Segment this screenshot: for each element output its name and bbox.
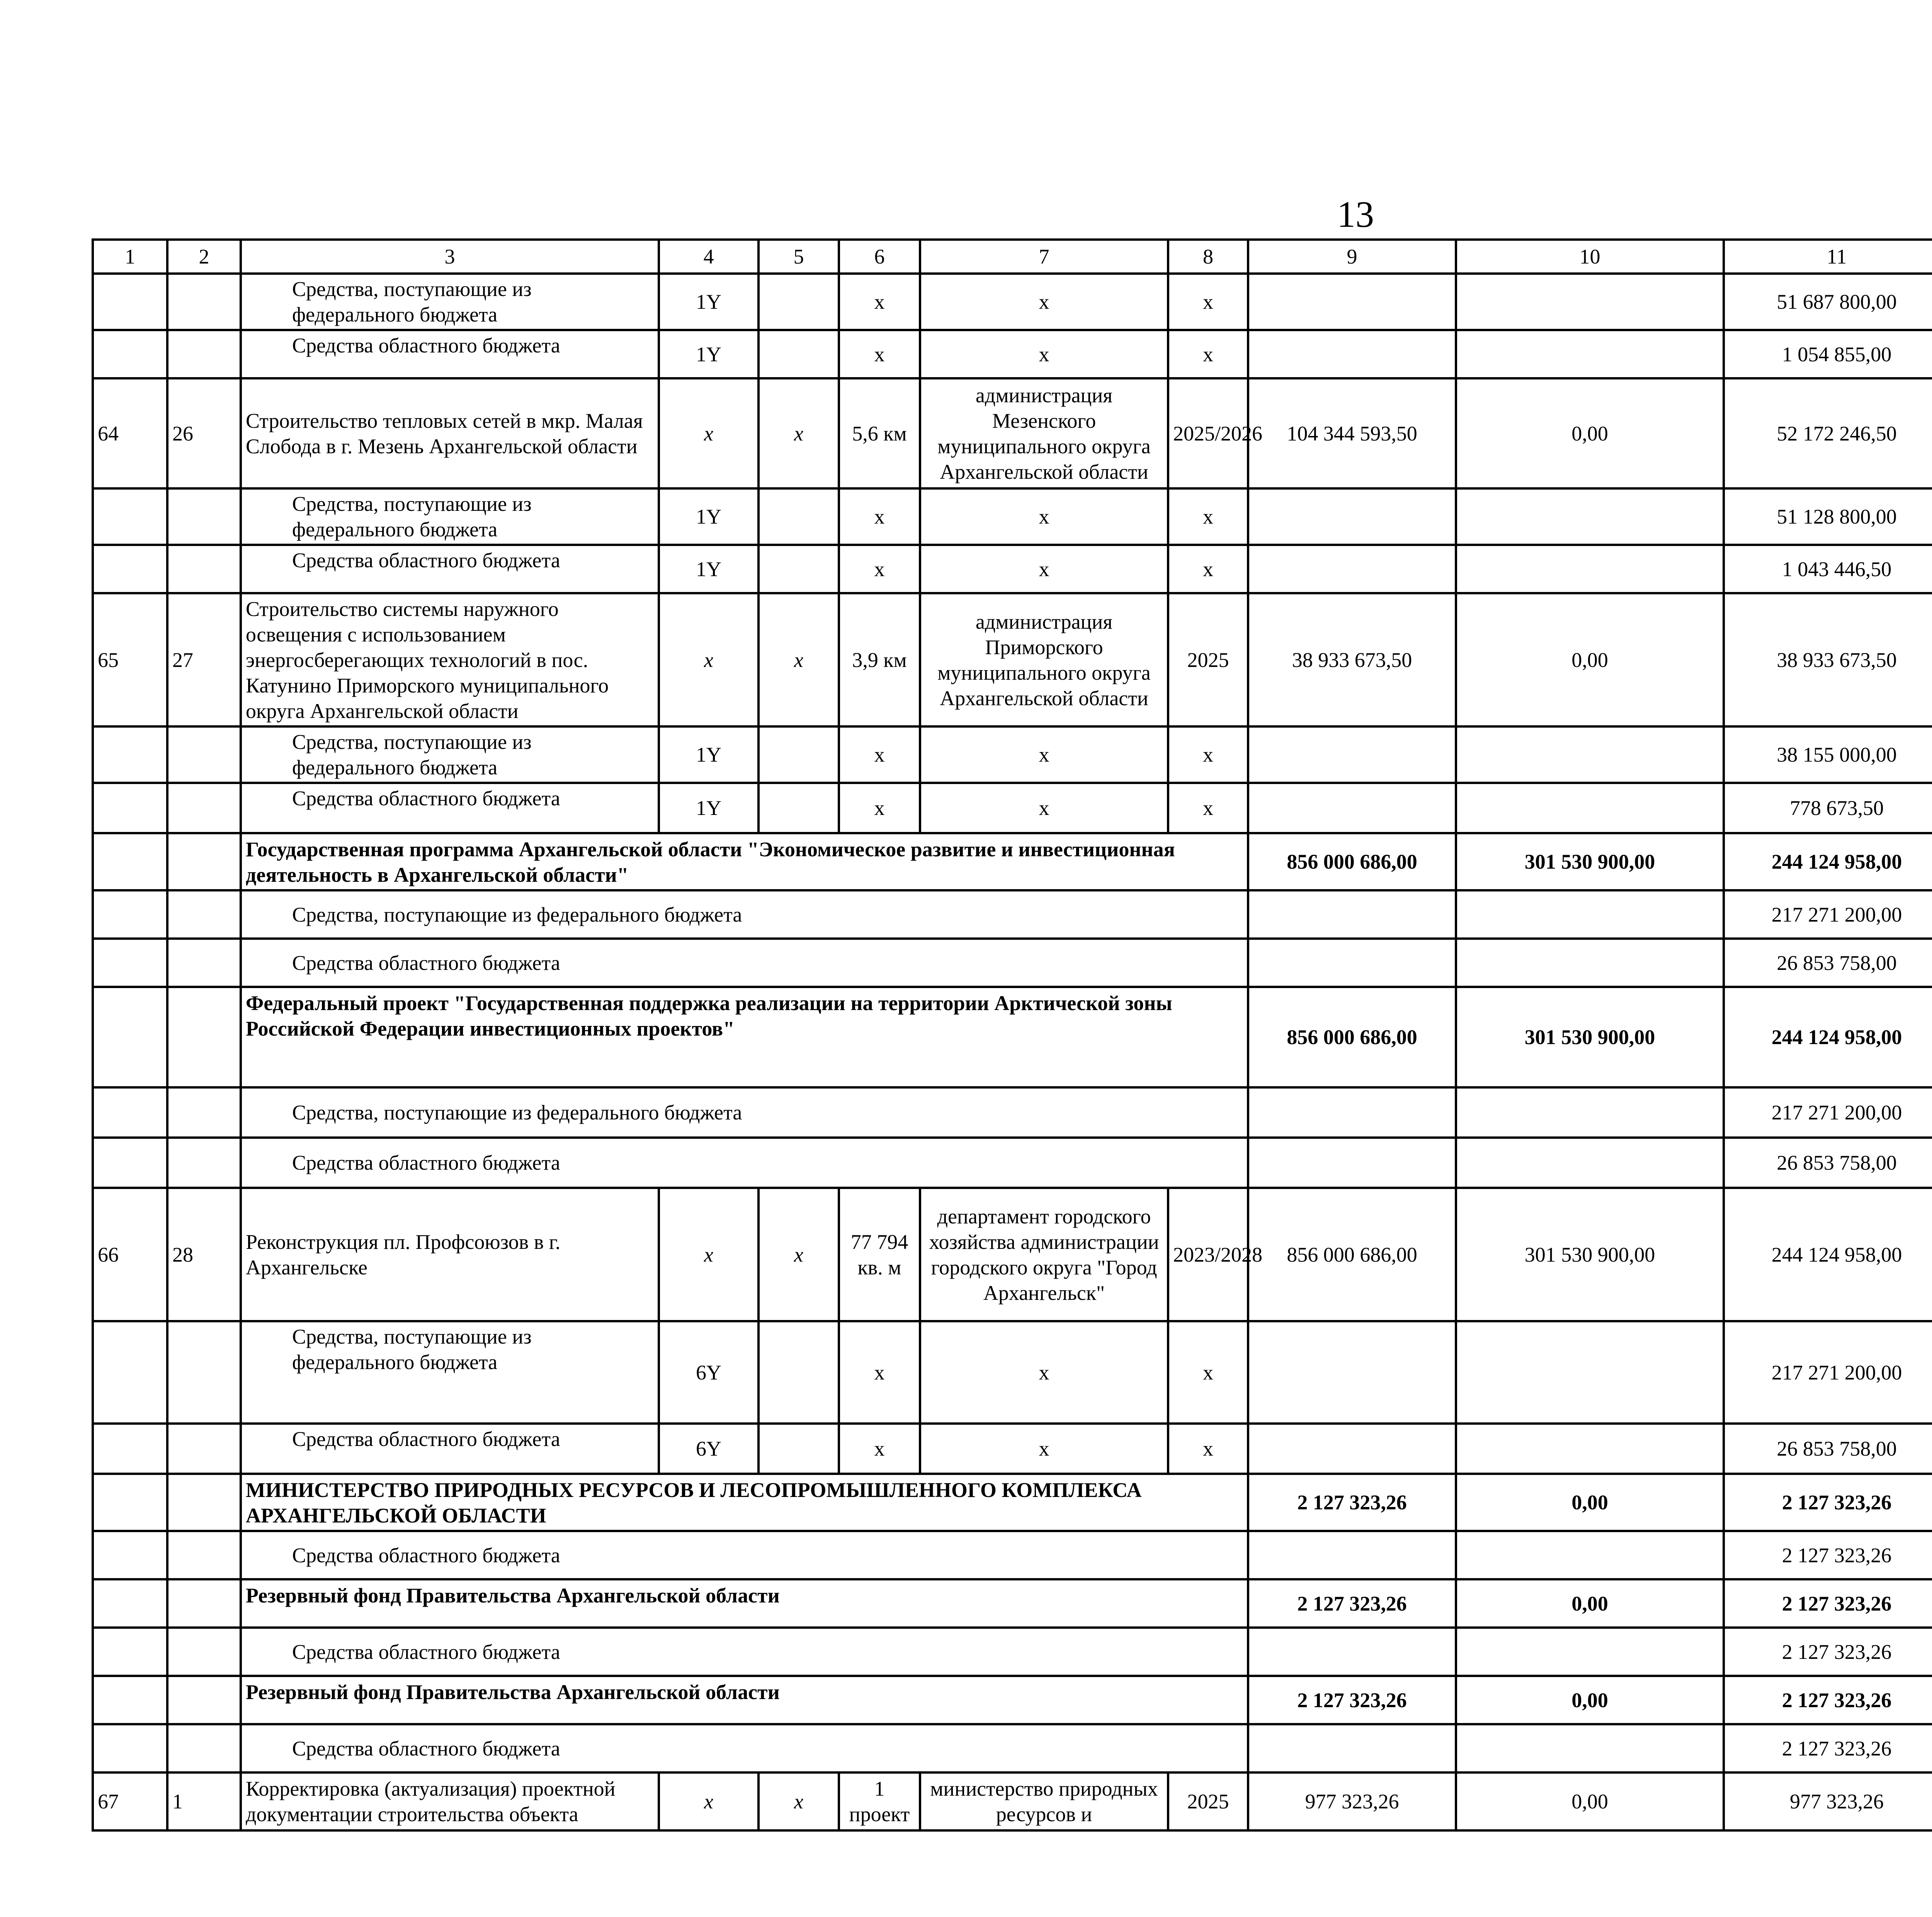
column-header-1: 1 xyxy=(93,240,167,274)
section-title: МИНИСТЕРСТВО ПРИРОДНЫХ РЕСУРСОВ И ЛЕСОПРОМЫШЛЕННОГО КОМПЛЕКСА АРХАНГЕЛЬСКОЙ ОБЛАСТИ xyxy=(241,1474,1248,1531)
cell-5 xyxy=(759,274,839,330)
responsible-body: x xyxy=(920,545,1168,593)
cell-6: x xyxy=(839,274,920,330)
amount-col-10 xyxy=(1456,274,1724,330)
amount-col-9 xyxy=(1248,1087,1456,1138)
cell-6: x xyxy=(839,330,920,378)
table-row xyxy=(93,1474,1932,1531)
amount-col-11: 2 127 323,26 xyxy=(1724,1579,1932,1628)
funding-source: Средства областного бюджета xyxy=(241,1628,1248,1676)
amount-col-10: 0,00 xyxy=(1456,1579,1724,1628)
cell-1 xyxy=(93,1531,167,1579)
responsible-body: департамент городского хозяйства администрации городского округа "Город Архангельск" xyxy=(920,1188,1168,1321)
cell-1 xyxy=(93,1087,167,1138)
table-row xyxy=(93,890,1932,939)
amount-col-10 xyxy=(1456,1087,1724,1138)
amount-col-9: 856 000 686,00 xyxy=(1248,1188,1456,1321)
period: 2025/2026 xyxy=(1168,378,1248,488)
funding-source: Средства, поступающие из федерального бюджета xyxy=(241,726,659,783)
amount-col-11: 38 155 000,00 xyxy=(1724,726,1932,783)
cell-4: x xyxy=(659,1188,759,1321)
table-row xyxy=(93,274,1932,330)
amount-col-9 xyxy=(1248,939,1456,987)
amount-col-9 xyxy=(1248,1138,1456,1188)
funding-source: Средства, поступающие из федерального бюджета xyxy=(241,890,1248,939)
amount-col-10 xyxy=(1456,783,1724,833)
table-row xyxy=(93,939,1932,987)
cell-6: 3,9 км xyxy=(839,593,920,726)
cell-2 xyxy=(167,1676,241,1724)
amount-col-9 xyxy=(1248,1724,1456,1772)
amount-col-11: 52 172 246,50 xyxy=(1724,378,1932,488)
amount-col-9: 2 127 323,26 xyxy=(1248,1474,1456,1531)
amount-col-10: 0,00 xyxy=(1456,593,1724,726)
amount-col-10 xyxy=(1456,1424,1724,1474)
responsible-body: министерство природных ресурсов и xyxy=(920,1772,1168,1830)
cell-5 xyxy=(759,1424,839,1474)
budget-table xyxy=(92,238,1932,1832)
amount-col-9: 856 000 686,00 xyxy=(1248,987,1456,1087)
cell-4: 1Y xyxy=(659,726,759,783)
cell-1 xyxy=(93,1676,167,1724)
column-header-6: 6 xyxy=(839,240,920,274)
object-name: Строительство системы наружного освещения с использованием энергосберегающих технологий в пос. Катунино Приморского муниципального округа Архангельской области xyxy=(241,593,659,726)
cell-1 xyxy=(93,1628,167,1676)
amount-col-9: 2 127 323,26 xyxy=(1248,1579,1456,1628)
cell-1 xyxy=(93,939,167,987)
cell-1 xyxy=(93,987,167,1087)
period: 2025 xyxy=(1168,1772,1248,1830)
cell-5 xyxy=(759,726,839,783)
cell-5 xyxy=(759,488,839,545)
period: x xyxy=(1168,545,1248,593)
amount-col-11: 51 687 800,00 xyxy=(1724,274,1932,330)
table-row xyxy=(93,1138,1932,1188)
period: x xyxy=(1168,488,1248,545)
funding-source: Средства областного бюджета xyxy=(241,1138,1248,1188)
table-row xyxy=(93,833,1932,890)
amount-col-11: 1 043 446,50 xyxy=(1724,545,1932,593)
amount-col-9 xyxy=(1248,545,1456,593)
item-number xyxy=(167,726,241,783)
cell-2 xyxy=(167,1531,241,1579)
amount-col-11: 778 673,50 xyxy=(1724,783,1932,833)
amount-col-10 xyxy=(1456,1724,1724,1772)
cell-1 xyxy=(93,833,167,890)
cell-2 xyxy=(167,833,241,890)
cell-6: x xyxy=(839,783,920,833)
amount-col-10 xyxy=(1456,1138,1724,1188)
column-header-11: 11 xyxy=(1724,240,1932,274)
responsible-body: x xyxy=(920,1424,1168,1474)
table-row xyxy=(93,1531,1932,1579)
cell-2 xyxy=(167,939,241,987)
column-header-10: 10 xyxy=(1456,240,1724,274)
amount-col-10 xyxy=(1456,330,1724,378)
section-title: Резервный фонд Правительства Архангельской области xyxy=(241,1579,1248,1628)
amount-col-11: 244 124 958,00 xyxy=(1724,1188,1932,1321)
table-row xyxy=(93,330,1932,378)
cell-6: 5,6 км xyxy=(839,378,920,488)
amount-col-11: 217 271 200,00 xyxy=(1724,1321,1932,1424)
row-number: 64 xyxy=(93,378,167,488)
section-title: Резервный фонд Правительства Архангельской области xyxy=(241,1676,1248,1724)
amount-col-9 xyxy=(1248,1424,1456,1474)
cell-1 xyxy=(93,1138,167,1188)
table-row xyxy=(93,1772,1932,1830)
row-number xyxy=(93,726,167,783)
amount-col-10: 0,00 xyxy=(1456,1772,1724,1830)
amount-col-9 xyxy=(1248,330,1456,378)
item-number xyxy=(167,274,241,330)
table-row xyxy=(93,726,1932,783)
row-number xyxy=(93,545,167,593)
item-number: 1 xyxy=(167,1772,241,1830)
table-row xyxy=(93,1724,1932,1772)
cell-1 xyxy=(93,1474,167,1531)
period: x xyxy=(1168,783,1248,833)
cell-4: 1Y xyxy=(659,545,759,593)
period: x xyxy=(1168,330,1248,378)
amount-col-9: 856 000 686,00 xyxy=(1248,833,1456,890)
responsible-body: x xyxy=(920,783,1168,833)
page-number: 13 xyxy=(1337,194,1374,235)
cell-4: x xyxy=(659,1772,759,1830)
table-row xyxy=(93,1424,1932,1474)
cell-4: x xyxy=(659,378,759,488)
cell-2 xyxy=(167,1724,241,1772)
cell-6: x xyxy=(839,1321,920,1424)
cell-2 xyxy=(167,1087,241,1138)
amount-col-10 xyxy=(1456,488,1724,545)
cell-4: 1Y xyxy=(659,274,759,330)
amount-col-10: 301 530 900,00 xyxy=(1456,1188,1724,1321)
amount-col-10 xyxy=(1456,1531,1724,1579)
cell-2 xyxy=(167,1138,241,1188)
amount-col-11: 2 127 323,26 xyxy=(1724,1676,1932,1724)
item-number: 27 xyxy=(167,593,241,726)
responsible-body: x xyxy=(920,274,1168,330)
amount-col-11: 977 323,26 xyxy=(1724,1772,1932,1830)
amount-col-9: 38 933 673,50 xyxy=(1248,593,1456,726)
cell-6: x xyxy=(839,1424,920,1474)
funding-source: Средства областного бюджета xyxy=(241,1531,1248,1579)
amount-col-9 xyxy=(1248,726,1456,783)
table-row xyxy=(93,1579,1932,1628)
amount-col-11: 217 271 200,00 xyxy=(1724,890,1932,939)
cell-6: x xyxy=(839,545,920,593)
funding-source: Средства областного бюджета xyxy=(241,330,659,378)
table-row xyxy=(93,488,1932,545)
table-row xyxy=(93,1087,1932,1138)
amount-col-9 xyxy=(1248,274,1456,330)
responsible-body: x xyxy=(920,488,1168,545)
column-header-5: 5 xyxy=(759,240,839,274)
amount-col-9: 104 344 593,50 xyxy=(1248,378,1456,488)
amount-col-10 xyxy=(1456,890,1724,939)
amount-col-10 xyxy=(1456,939,1724,987)
column-header-9: 9 xyxy=(1248,240,1456,274)
column-header-3: 3 xyxy=(241,240,659,274)
cell-1 xyxy=(93,1724,167,1772)
responsible-body: администрация Мезенского муниципального округа Архангельской области xyxy=(920,378,1168,488)
period: x xyxy=(1168,1321,1248,1424)
cell-4: 1Y xyxy=(659,330,759,378)
amount-col-10 xyxy=(1456,1321,1724,1424)
row-number: 67 xyxy=(93,1772,167,1830)
cell-5 xyxy=(759,330,839,378)
period: x xyxy=(1168,1424,1248,1474)
amount-col-10: 0,00 xyxy=(1456,378,1724,488)
cell-4: 1Y xyxy=(659,488,759,545)
period: 2023/2028 xyxy=(1168,1188,1248,1321)
amount-col-9: 2 127 323,26 xyxy=(1248,1676,1456,1724)
responsible-body: x xyxy=(920,1321,1168,1424)
amount-col-11: 217 271 200,00 xyxy=(1724,1087,1932,1138)
period: 2025 xyxy=(1168,593,1248,726)
column-header-4: 4 xyxy=(659,240,759,274)
funding-source: Средства областного бюджета xyxy=(241,1424,659,1474)
cell-2 xyxy=(167,1628,241,1676)
amount-col-11: 38 933 673,50 xyxy=(1724,593,1932,726)
responsible-body: x xyxy=(920,726,1168,783)
row-number: 65 xyxy=(93,593,167,726)
row-number xyxy=(93,488,167,545)
funding-source: Средства областного бюджета xyxy=(241,939,1248,987)
amount-col-9 xyxy=(1248,783,1456,833)
amount-col-9: 977 323,26 xyxy=(1248,1772,1456,1830)
cell-6: 1 проект xyxy=(839,1772,920,1830)
funding-source: Средства, поступающие из федерального бюджета xyxy=(241,274,659,330)
funding-source: Средства, поступающие из федерального бюджета xyxy=(241,1321,659,1424)
amount-col-9 xyxy=(1248,890,1456,939)
row-number: 66 xyxy=(93,1188,167,1321)
cell-5 xyxy=(759,783,839,833)
column-header-2: 2 xyxy=(167,240,241,274)
funding-source: Средства областного бюджета xyxy=(241,545,659,593)
cell-6: x xyxy=(839,488,920,545)
column-header-8: 8 xyxy=(1168,240,1248,274)
table-row xyxy=(93,1188,1932,1321)
amount-col-10 xyxy=(1456,545,1724,593)
table-row xyxy=(93,1676,1932,1724)
amount-col-11: 51 128 800,00 xyxy=(1724,488,1932,545)
cell-5: x xyxy=(759,1772,839,1830)
row-number xyxy=(93,783,167,833)
cell-5: x xyxy=(759,1188,839,1321)
row-number xyxy=(93,1424,167,1474)
column-header-7: 7 xyxy=(920,240,1168,274)
cell-2 xyxy=(167,890,241,939)
cell-5: x xyxy=(759,378,839,488)
amount-col-11: 2 127 323,26 xyxy=(1724,1628,1932,1676)
table-row xyxy=(93,1321,1932,1424)
responsible-body: администрация Приморского муниципального округа Архангельской области xyxy=(920,593,1168,726)
table-row xyxy=(93,783,1932,833)
amount-col-10: 0,00 xyxy=(1456,1676,1724,1724)
cell-2 xyxy=(167,1579,241,1628)
table-row xyxy=(93,593,1932,726)
cell-1 xyxy=(93,890,167,939)
column-header-row xyxy=(93,240,1932,274)
cell-2 xyxy=(167,1474,241,1531)
row-number xyxy=(93,274,167,330)
cell-4: x xyxy=(659,593,759,726)
amount-col-10: 0,00 xyxy=(1456,1474,1724,1531)
item-number xyxy=(167,545,241,593)
amount-col-9 xyxy=(1248,1531,1456,1579)
cell-6: x xyxy=(839,726,920,783)
row-number xyxy=(93,330,167,378)
row-number xyxy=(93,1321,167,1424)
table-row xyxy=(93,545,1932,593)
funding-source: Средства областного бюджета xyxy=(241,783,659,833)
item-number xyxy=(167,330,241,378)
table-row xyxy=(93,378,1932,488)
amount-col-11: 1 054 855,00 xyxy=(1724,330,1932,378)
funding-source: Средства, поступающие из федерального бюджета xyxy=(241,488,659,545)
amount-col-9 xyxy=(1248,488,1456,545)
amount-col-10: 301 530 900,00 xyxy=(1456,987,1724,1087)
amount-col-11: 244 124 958,00 xyxy=(1724,987,1932,1087)
object-name: Корректировка (актуализация) проектной документации строительства объекта xyxy=(241,1772,659,1830)
table-row xyxy=(93,1628,1932,1676)
cell-5 xyxy=(759,1321,839,1424)
item-number xyxy=(167,783,241,833)
cell-4: 1Y xyxy=(659,783,759,833)
funding-source: Средства областного бюджета xyxy=(241,1724,1248,1772)
amount-col-11: 2 127 323,26 xyxy=(1724,1724,1932,1772)
table-row xyxy=(93,987,1932,1087)
cell-1 xyxy=(93,1579,167,1628)
cell-5 xyxy=(759,545,839,593)
amount-col-9 xyxy=(1248,1628,1456,1676)
object-name: Строительство тепловых сетей в мкр. Малая Слобода в г. Мезень Архангельской области xyxy=(241,378,659,488)
cell-5: x xyxy=(759,593,839,726)
funding-source: Средства, поступающие из федерального бюджета xyxy=(241,1087,1248,1138)
responsible-body: x xyxy=(920,330,1168,378)
item-number xyxy=(167,488,241,545)
amount-col-9 xyxy=(1248,1321,1456,1424)
item-number: 28 xyxy=(167,1188,241,1321)
section-title: Федеральный проект "Государственная поддержка реализации на территории Арктической зоны Российской Федерации инвестиционных проектов" xyxy=(241,987,1248,1087)
amount-col-11: 2 127 323,26 xyxy=(1724,1474,1932,1531)
amount-col-10: 301 530 900,00 xyxy=(1456,833,1724,890)
object-name: Реконструкция пл. Профсоюзов в г. Архангельске xyxy=(241,1188,659,1321)
amount-col-10 xyxy=(1456,1628,1724,1676)
period: x xyxy=(1168,726,1248,783)
amount-col-11: 26 853 758,00 xyxy=(1724,939,1932,987)
cell-6: 77 794 кв. м xyxy=(839,1188,920,1321)
cell-4: 6Y xyxy=(659,1424,759,1474)
period: x xyxy=(1168,274,1248,330)
item-number xyxy=(167,1321,241,1424)
cell-2 xyxy=(167,987,241,1087)
item-number: 26 xyxy=(167,378,241,488)
amount-col-11: 26 853 758,00 xyxy=(1724,1424,1932,1474)
cell-4: 6Y xyxy=(659,1321,759,1424)
amount-col-11: 26 853 758,00 xyxy=(1724,1138,1932,1188)
amount-col-11: 244 124 958,00 xyxy=(1724,833,1932,890)
amount-col-10 xyxy=(1456,726,1724,783)
section-title: Государственная программа Архангельской области "Экономическое развитие и инвестиционная деятельность в Архангельской области" xyxy=(241,833,1248,890)
item-number xyxy=(167,1424,241,1474)
amount-col-11: 2 127 323,26 xyxy=(1724,1531,1932,1579)
